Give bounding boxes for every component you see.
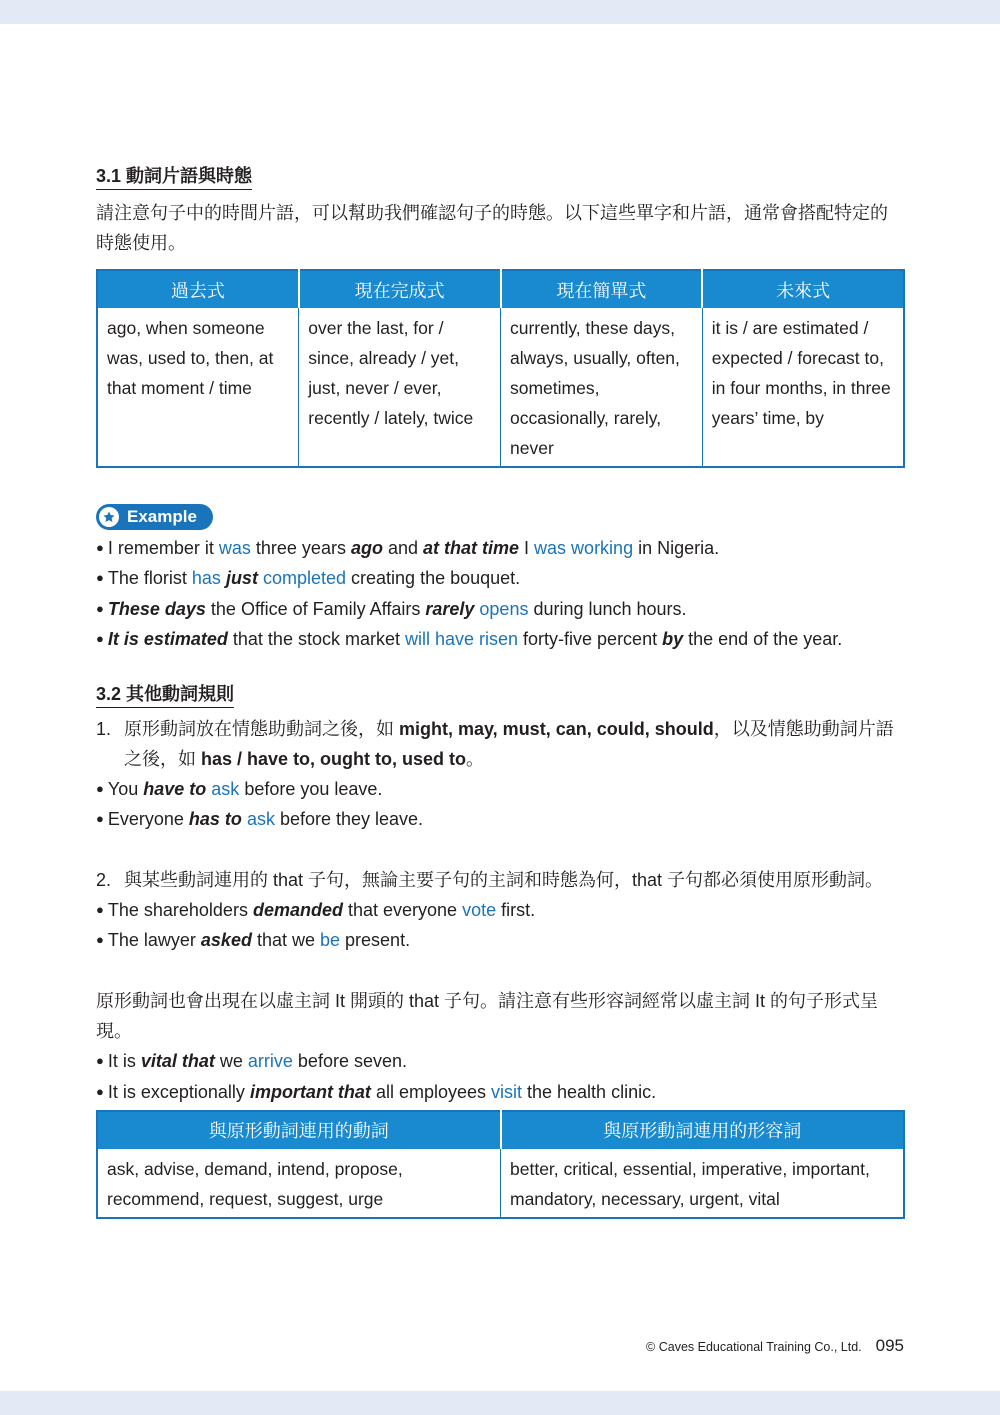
bullet-icon: ● xyxy=(96,570,104,586)
star-icon xyxy=(99,507,119,527)
bullet-item xyxy=(96,594,905,624)
text-run: we xyxy=(214,1051,248,1072)
text-run: The shareholders xyxy=(107,899,253,920)
text-run: first. xyxy=(496,899,536,920)
intro-paragraph: 請注意句子中的時間片語，可以幫助我們確認句子的時態。以下這些單字和片語，通常會搭配特定的時態使用。 xyxy=(96,203,888,253)
bullet-item xyxy=(96,1046,905,1076)
rule-2-number: 2. xyxy=(96,869,112,890)
text-run: 。 xyxy=(466,749,485,770)
emphasized-phrase: ago xyxy=(350,538,383,558)
tense-cell-present-simple: currently, these days, always, usually, often, sometimes, occasionally, rarely, never xyxy=(501,308,703,467)
tense-header-present-perfect: 現在完成式 xyxy=(299,270,501,308)
text-run: I remember it xyxy=(107,538,219,558)
tense-cell-past: ago, when someone was, used to, then, at that moment / time xyxy=(107,318,274,398)
text-run: It is xyxy=(107,1051,141,1072)
emphasized-phrase: important that xyxy=(249,1081,371,1102)
highlighted-verb: visit xyxy=(491,1081,522,1102)
rule-1-text xyxy=(124,719,894,769)
bullet-item xyxy=(96,774,905,804)
text-run: the health clinic. xyxy=(522,1081,657,1102)
text-run: creating the bouquet. xyxy=(346,568,521,589)
text-run: You xyxy=(107,779,144,800)
rule-2-bullets xyxy=(96,895,905,956)
text-run: three years xyxy=(250,538,351,558)
highlighted-verb: opens xyxy=(479,598,529,619)
highlighted-verb: be xyxy=(320,930,341,951)
emphasized-phrase: vital that xyxy=(140,1051,215,1072)
highlighted-verb: ask xyxy=(246,809,275,830)
tense-header-past: 過去式 xyxy=(97,270,299,308)
rule-1 xyxy=(96,714,905,774)
rule-2-text xyxy=(124,870,883,890)
base-form-cell-adjectives: better, critical, essential, imperative, important, mandatory, necessary, urgent, vital xyxy=(501,1149,905,1218)
bullet-icon: ● xyxy=(96,540,104,555)
tense-header-future: 未來式 xyxy=(702,270,904,308)
bullet-item xyxy=(96,624,905,654)
text-run: before they leave. xyxy=(274,809,424,830)
bullet-icon: ● xyxy=(96,901,104,917)
emphasized-phrase: has / have to, ought to, used to xyxy=(201,749,467,770)
bullet-icon: ● xyxy=(96,932,104,948)
base-form-header-adjectives: 與原形動詞連用的形容詞 xyxy=(501,1111,905,1149)
tense-cell-future: it is / are estimated / expected / forecast to, in four months, in three years’ time, by xyxy=(702,308,904,467)
text-run: the Office of Family Affairs xyxy=(205,598,426,619)
emphasized-phrase: at that time xyxy=(423,538,520,558)
bullet-icon: ● xyxy=(96,781,104,797)
emphasized-phrase: have to xyxy=(143,779,207,800)
emphasized-phrase: It is estimated xyxy=(107,628,228,649)
text-run: 與某些動詞連用的 that 子句，無論主要子句的主詞和時態為何，that 子句都必須使用原形動詞。 xyxy=(124,869,884,890)
bullet-item xyxy=(96,563,905,593)
bottom-band xyxy=(0,1391,1000,1415)
base-form-header-verbs: 與原形動詞連用的動詞 xyxy=(97,1111,501,1149)
text-run: present. xyxy=(340,930,411,951)
emphasized-phrase: by xyxy=(662,628,684,649)
tense-table-body-row xyxy=(97,308,904,467)
highlighted-verb: completed xyxy=(262,568,347,589)
text-run: I xyxy=(519,538,535,558)
text-run: during lunch hours. xyxy=(528,598,687,619)
highlighted-verb: was working xyxy=(534,538,634,558)
page-content xyxy=(96,164,905,1219)
text-run: forty-five percent xyxy=(518,628,663,649)
emphasized-phrase: demanded xyxy=(252,899,343,920)
emphasized-phrase: just xyxy=(225,568,258,589)
bullet-icon: ● xyxy=(96,630,104,646)
bullet-icon: ● xyxy=(96,1053,104,1069)
bullet-item xyxy=(96,895,905,925)
text-run: all employees xyxy=(370,1081,491,1102)
text-run: The lawyer xyxy=(107,930,201,951)
emphasized-phrase: might, may, must, can, could, should xyxy=(399,719,714,740)
text-run: and xyxy=(382,538,424,558)
text-run: It is exceptionally xyxy=(107,1081,250,1102)
emphasized-phrase: asked xyxy=(200,930,252,951)
text-run: before you leave. xyxy=(239,779,383,800)
example-label: Example xyxy=(127,507,197,526)
bullet-item xyxy=(96,804,905,834)
tense-table xyxy=(96,269,905,468)
base-form-body-row xyxy=(97,1149,904,1218)
base-form-header-row xyxy=(97,1111,904,1149)
tense-table-header-row xyxy=(97,270,904,308)
highlighted-verb: ask xyxy=(211,779,240,800)
bullet-icon: ● xyxy=(96,1083,104,1099)
emphasized-phrase: These days xyxy=(107,598,206,619)
emphasized-phrase: rarely xyxy=(425,598,475,619)
example-badge xyxy=(96,504,213,530)
bullet-icon: ● xyxy=(96,600,104,616)
highlighted-verb: was xyxy=(218,538,251,558)
section-heading-3-1: 3.1 動詞片語與時態 xyxy=(96,164,252,190)
note-paragraph: 原形動詞也會出現在以虛主詞 It 開頭的 that 子句。請注意有些形容詞經常以虛主詞 It 的句子形式呈現。 xyxy=(96,991,879,1042)
example-bullets xyxy=(96,533,905,654)
text-run: ，以及情態助動詞片語之後，如 xyxy=(124,719,894,770)
copyright-text: © Caves Educational Training Co., Ltd. xyxy=(646,1340,862,1354)
text-run: The florist xyxy=(107,568,192,589)
bullet-item xyxy=(96,925,905,955)
rule-2 xyxy=(96,865,905,895)
text-run: the end of the year. xyxy=(683,628,843,649)
text-run: 原形動詞放在情態助動詞之後，如 xyxy=(124,719,399,740)
rule-1-bullets xyxy=(96,774,905,835)
tense-cell-present-perfect: over the last, for / since, already / yet, just, never / ever, recently / lately, twice xyxy=(299,308,501,467)
page-footer xyxy=(646,1336,904,1356)
highlighted-verb: has xyxy=(191,568,221,589)
page-number: 095 xyxy=(875,1336,904,1355)
bullet-item xyxy=(96,533,905,563)
text-run: that the stock market xyxy=(227,628,405,649)
text-run: that we xyxy=(251,930,320,951)
highlighted-verb: arrive xyxy=(247,1051,293,1072)
highlighted-verb: vote xyxy=(462,899,497,920)
rule-1-number: 1. xyxy=(96,719,112,740)
note-bullets xyxy=(96,1046,905,1107)
text-run: that everyone xyxy=(342,899,463,920)
highlighted-verb: will have risen xyxy=(404,628,519,649)
base-form-table xyxy=(96,1110,905,1219)
text-run: in Nigeria. xyxy=(633,538,720,558)
bullet-icon: ● xyxy=(96,811,104,827)
text-run: Everyone xyxy=(107,809,189,830)
bullet-item xyxy=(96,1077,905,1107)
emphasized-phrase: has to xyxy=(188,809,242,830)
top-band xyxy=(0,0,1000,24)
section-heading-3-2: 3.2 其他動詞規則 xyxy=(96,682,234,708)
text-run: before seven. xyxy=(292,1051,407,1072)
tense-header-present-simple: 現在簡單式 xyxy=(501,270,703,308)
base-form-cell-verbs: ask, advise, demand, intend, propose, recommend, request, suggest, urge xyxy=(107,1158,403,1209)
